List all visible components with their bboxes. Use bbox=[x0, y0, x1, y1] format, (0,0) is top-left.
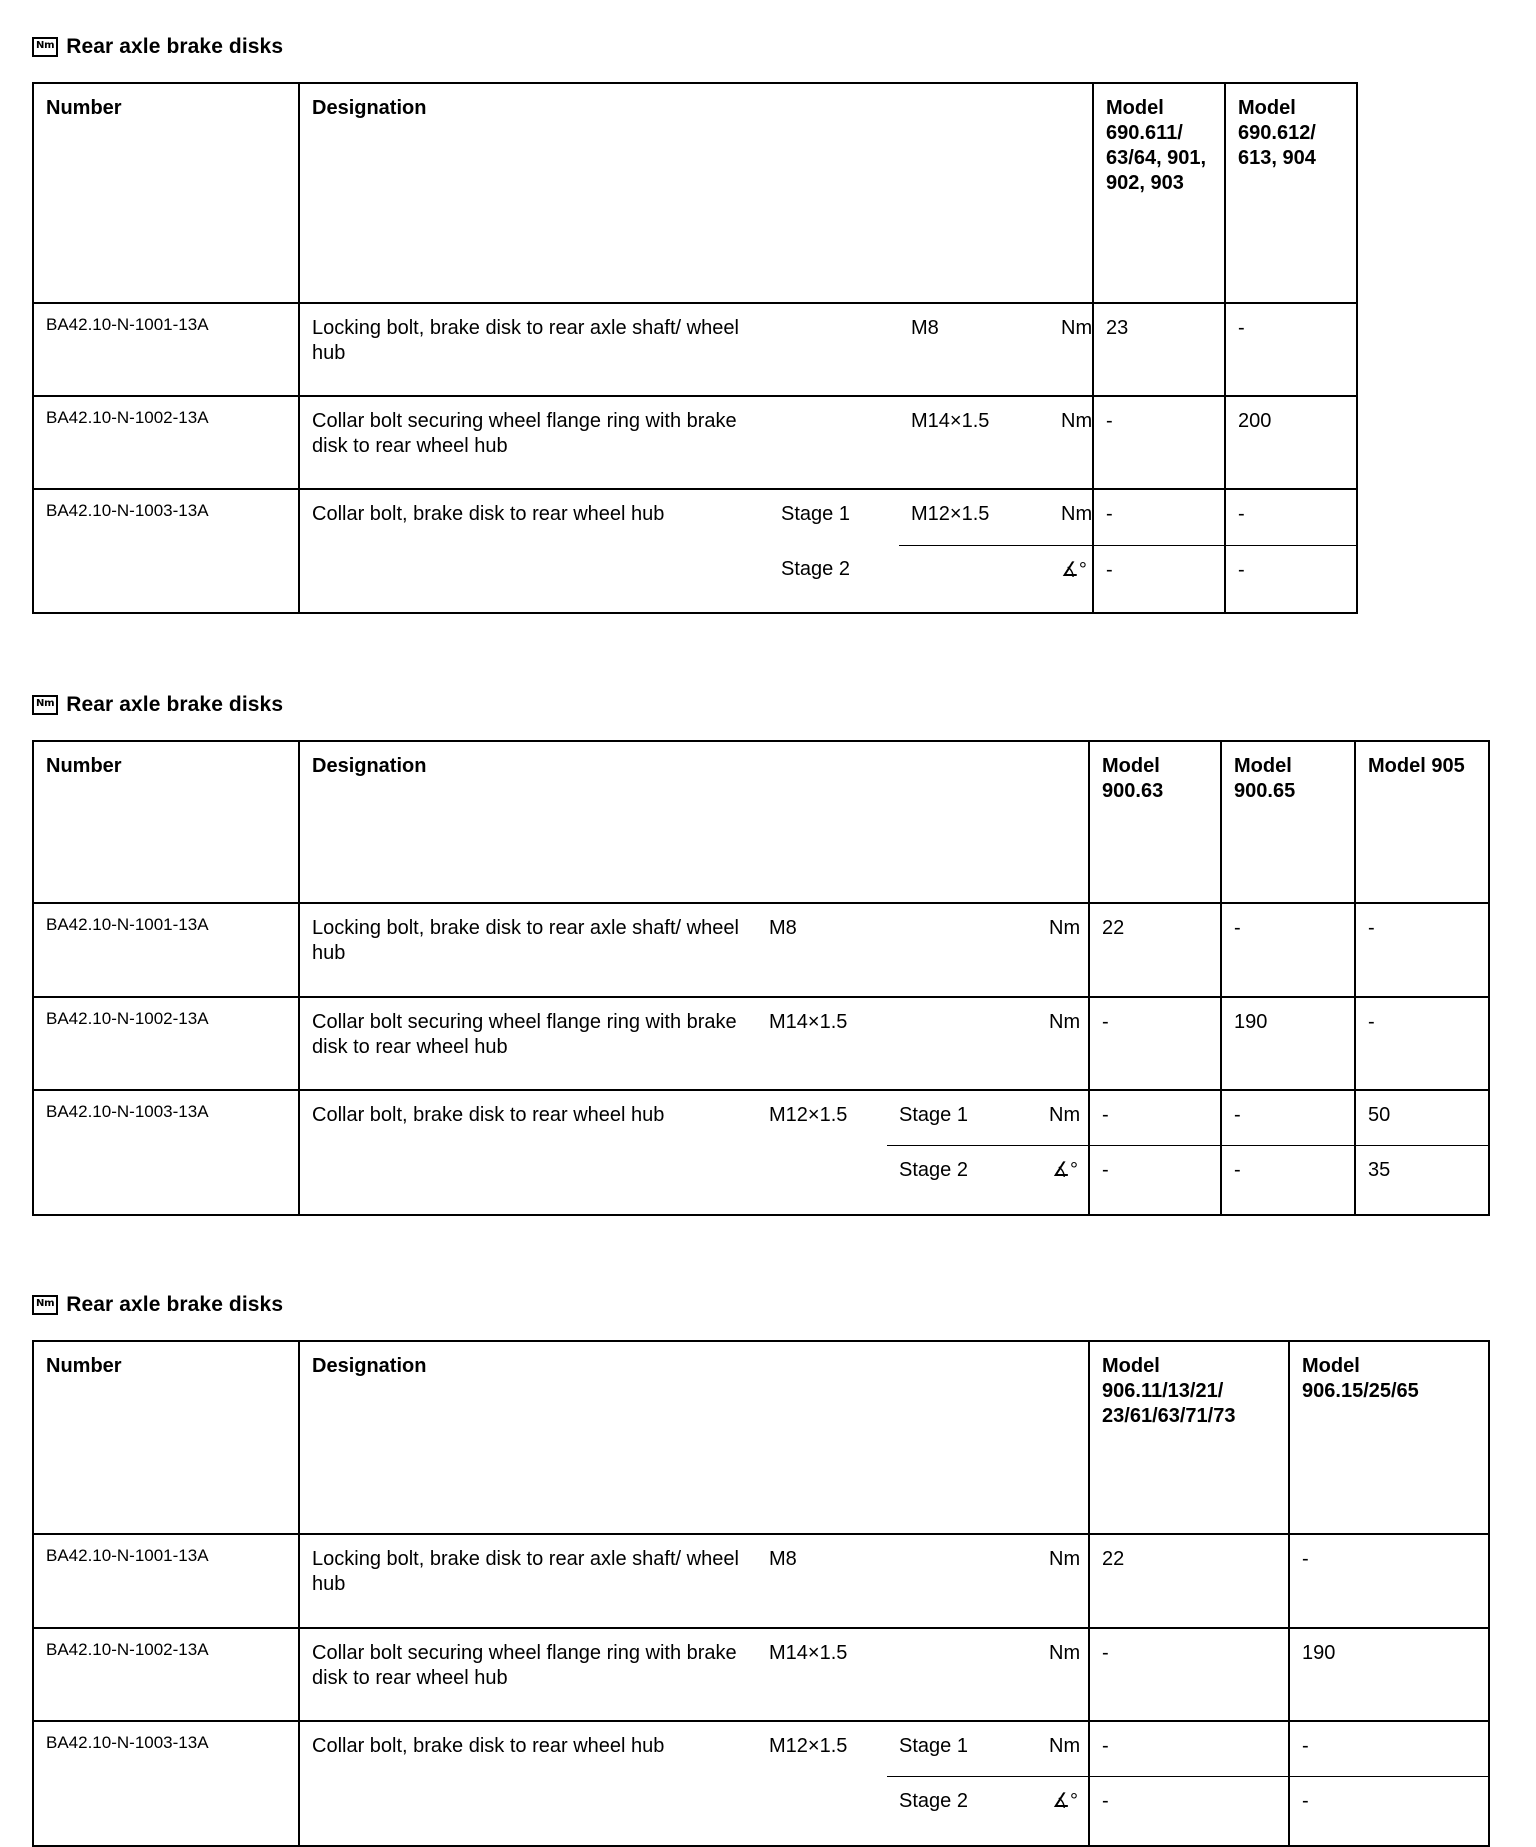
row-value: - bbox=[1355, 997, 1489, 1090]
table-row bbox=[33, 1721, 1489, 1776]
row-value: 190 bbox=[1289, 1628, 1489, 1721]
row-unit: Nm bbox=[1037, 997, 1089, 1090]
row-stage bbox=[887, 1628, 1037, 1721]
row-number: BA42.10-N-1003-13A bbox=[33, 1090, 299, 1215]
row-value: - bbox=[1093, 396, 1225, 489]
header-number: Number bbox=[33, 1341, 299, 1534]
row-thread: M8 bbox=[757, 1534, 887, 1628]
row-stage: Stage 2 bbox=[887, 1145, 1037, 1215]
section-title bbox=[32, 32, 1358, 62]
header-model: Model 906.15/25/65 bbox=[1289, 1341, 1489, 1534]
row-value: - bbox=[1289, 1534, 1489, 1628]
row-thread: M12×1.5 bbox=[899, 489, 1049, 545]
table-row bbox=[33, 1534, 1489, 1628]
row-thread: M12×1.5 bbox=[757, 1721, 887, 1846]
table-row bbox=[33, 303, 1357, 396]
row-stage: Stage 2 bbox=[887, 1776, 1037, 1846]
section-title-text: Rear axle brake disks bbox=[66, 1293, 284, 1316]
row-value: - bbox=[1221, 903, 1355, 997]
row-designation: Collar bolt, brake disk to rear wheel hub bbox=[299, 1090, 757, 1215]
angle-icon: ∡° bbox=[1037, 1776, 1089, 1846]
row-designation: Collar bolt, brake disk to rear wheel hub bbox=[299, 1721, 757, 1846]
torque-table bbox=[32, 1340, 1490, 1847]
row-value: 50 bbox=[1355, 1090, 1489, 1145]
row-unit: Nm bbox=[1037, 1534, 1089, 1628]
row-thread: M14×1.5 bbox=[757, 997, 887, 1090]
row-unit: Nm bbox=[1049, 303, 1093, 396]
header-designation: Designation bbox=[299, 1341, 1089, 1534]
header-number: Number bbox=[33, 741, 299, 903]
row-value: 22 bbox=[1089, 1534, 1289, 1628]
row-value: - bbox=[1089, 1721, 1289, 1776]
row-number: BA42.10-N-1003-13A bbox=[33, 1721, 299, 1846]
section-title-text: Rear axle brake disks bbox=[66, 35, 284, 58]
row-value: - bbox=[1089, 1628, 1289, 1721]
row-unit: Nm bbox=[1049, 489, 1093, 545]
row-value: - bbox=[1221, 1090, 1355, 1145]
row-value: 35 bbox=[1355, 1145, 1489, 1215]
header-model: Model 900.65 bbox=[1221, 741, 1355, 903]
row-number: BA42.10-N-1001-13A bbox=[33, 903, 299, 997]
table-header-row bbox=[33, 1341, 1489, 1534]
row-number: BA42.10-N-1001-13A bbox=[33, 303, 299, 396]
torque-table bbox=[32, 82, 1358, 614]
row-value: - bbox=[1225, 545, 1357, 613]
row-stage: Stage 2 bbox=[769, 545, 899, 613]
torque-nm-icon: Nm bbox=[32, 1295, 58, 1315]
row-number: BA42.10-N-1003-13A bbox=[33, 489, 299, 613]
row-value: - bbox=[1289, 1776, 1489, 1846]
row-value: - bbox=[1225, 489, 1357, 545]
header-designation: Designation bbox=[299, 741, 1089, 903]
angle-icon: ∡° bbox=[1049, 545, 1093, 613]
torque-section-2 bbox=[32, 690, 1490, 1216]
header-designation: Designation bbox=[299, 83, 1093, 303]
row-stage bbox=[887, 903, 1037, 997]
row-value: 190 bbox=[1221, 997, 1355, 1090]
row-value: - bbox=[1221, 1145, 1355, 1215]
row-unit: Nm bbox=[1037, 903, 1089, 997]
header-model: Model 905 bbox=[1355, 741, 1489, 903]
row-unit: Nm bbox=[1037, 1721, 1089, 1776]
section-title-text: Rear axle brake disks bbox=[66, 693, 284, 716]
row-stage: Stage 1 bbox=[887, 1721, 1037, 1776]
row-value: - bbox=[1355, 903, 1489, 997]
row-value: - bbox=[1093, 489, 1225, 545]
torque-section-3 bbox=[32, 1290, 1490, 1847]
row-thread: M14×1.5 bbox=[899, 396, 1049, 489]
header-number: Number bbox=[33, 83, 299, 303]
table-header-row bbox=[33, 741, 1489, 903]
row-stage: Stage 1 bbox=[887, 1090, 1037, 1145]
table-row bbox=[33, 903, 1489, 997]
row-value: - bbox=[1289, 1721, 1489, 1776]
table-row bbox=[33, 1090, 1489, 1145]
angle-icon: ∡° bbox=[1037, 1145, 1089, 1215]
section-title bbox=[32, 690, 1490, 720]
row-value: - bbox=[1225, 303, 1357, 396]
header-model: Model 900.63 bbox=[1089, 741, 1221, 903]
row-designation: Locking bolt, brake disk to rear axle shaft/ wheel hub bbox=[299, 903, 757, 997]
row-unit: Nm bbox=[1037, 1628, 1089, 1721]
row-value: - bbox=[1089, 1145, 1221, 1215]
row-stage bbox=[769, 396, 899, 489]
row-stage bbox=[887, 1534, 1037, 1628]
row-value: - bbox=[1089, 1090, 1221, 1145]
torque-nm-icon: Nm bbox=[32, 695, 58, 715]
table-row bbox=[33, 396, 1357, 489]
table-row bbox=[33, 1628, 1489, 1721]
row-value: - bbox=[1089, 1776, 1289, 1846]
row-designation: Collar bolt securing wheel flange ring with brake disk to rear wheel hub bbox=[299, 997, 757, 1090]
row-designation: Collar bolt, brake disk to rear wheel hub bbox=[299, 489, 769, 613]
row-stage bbox=[887, 997, 1037, 1090]
row-value: 200 bbox=[1225, 396, 1357, 489]
row-thread: M8 bbox=[899, 303, 1049, 396]
header-model: Model 690.612/ 613, 904 bbox=[1225, 83, 1357, 303]
row-designation: Collar bolt securing wheel flange ring with brake disk to rear wheel hub bbox=[299, 1628, 757, 1721]
torque-section-1 bbox=[32, 32, 1358, 614]
row-stage bbox=[769, 303, 899, 396]
torque-nm-icon: Nm bbox=[32, 37, 58, 57]
section-title bbox=[32, 1290, 1490, 1320]
row-stage: Stage 1 bbox=[769, 489, 899, 545]
row-thread: M14×1.5 bbox=[757, 1628, 887, 1721]
row-thread: M12×1.5 bbox=[757, 1090, 887, 1215]
header-model: Model 906.11/13/21/ 23/61/63/71/73 bbox=[1089, 1341, 1289, 1534]
row-designation: Locking bolt, brake disk to rear axle shaft/ wheel hub bbox=[299, 1534, 757, 1628]
table-row bbox=[33, 489, 1357, 545]
row-designation: Locking bolt, brake disk to rear axle shaft/ wheel hub bbox=[299, 303, 769, 396]
table-header-row bbox=[33, 83, 1357, 303]
row-number: BA42.10-N-1002-13A bbox=[33, 997, 299, 1090]
torque-table bbox=[32, 740, 1490, 1216]
header-model: Model 690.611/ 63/64, 901, 902, 903 bbox=[1093, 83, 1225, 303]
row-thread: M8 bbox=[757, 903, 887, 997]
row-unit: Nm bbox=[1037, 1090, 1089, 1145]
row-value: 23 bbox=[1093, 303, 1225, 396]
row-value: - bbox=[1089, 997, 1221, 1090]
row-number: BA42.10-N-1002-13A bbox=[33, 396, 299, 489]
row-number: BA42.10-N-1002-13A bbox=[33, 1628, 299, 1721]
row-designation: Collar bolt securing wheel flange ring with brake disk to rear wheel hub bbox=[299, 396, 769, 489]
row-value: 22 bbox=[1089, 903, 1221, 997]
row-value: - bbox=[1093, 545, 1225, 613]
row-thread bbox=[899, 545, 1049, 613]
row-unit: Nm bbox=[1049, 396, 1093, 489]
table-row bbox=[33, 997, 1489, 1090]
row-number: BA42.10-N-1001-13A bbox=[33, 1534, 299, 1628]
